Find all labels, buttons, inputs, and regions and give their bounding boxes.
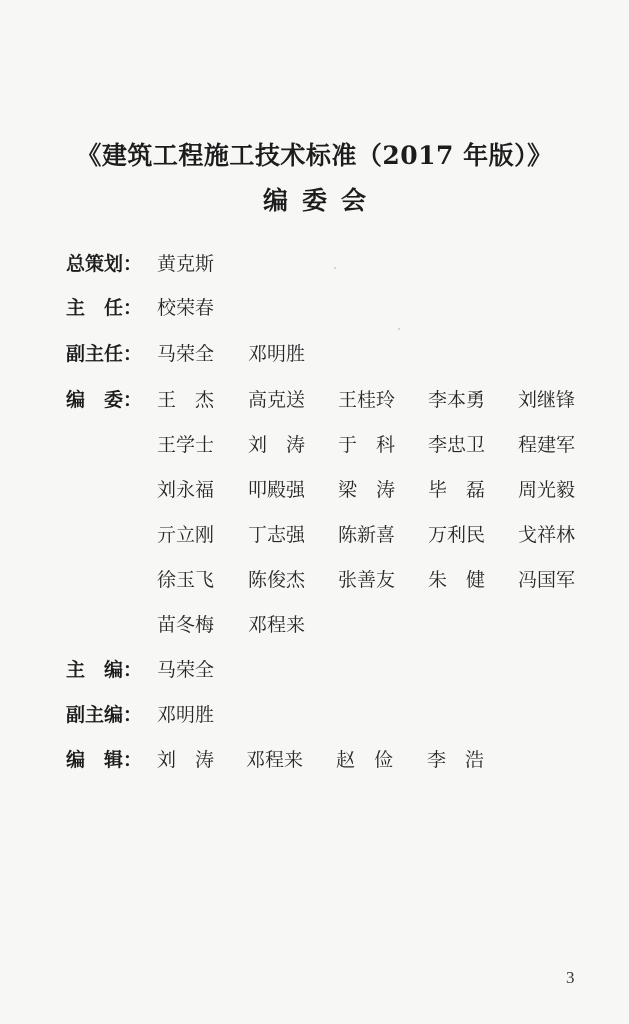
person-name: 亓立刚 [157,524,215,546]
person-name: 邓明胜 [157,704,215,726]
person-name: 刘永福 [157,479,215,501]
role-label: 主 编： [66,659,143,681]
page-number: 3 [566,968,575,987]
role-row-chief-planner [0,250,629,282]
person-name: 邓明胜 [248,343,306,365]
committee-names-row [0,521,629,553]
person-name: 张善友 [338,569,396,591]
person-name: 丁志强 [248,524,306,546]
document-title: 《建筑工程施工技术标准（2017 年版）》 [76,141,553,170]
person-name: 毕 磊 [428,479,486,501]
person-name: 马荣全 [157,343,215,365]
role-label: 编 委： [66,389,143,411]
person-name: 叩殿强 [248,479,306,501]
person-name: 苗冬梅 [157,614,215,636]
person-name: 刘 涛 [248,434,306,456]
committee-names-row [0,431,629,463]
person-name: 陈新喜 [338,524,396,546]
person-name: 赵 俭 [336,749,394,771]
person-name: 朱 健 [428,569,486,591]
person-name: 邓程来 [246,749,304,771]
person-name: 黄克斯 [157,253,215,275]
person-name: 王学士 [157,434,215,456]
person-name: 程建军 [518,434,576,456]
person-name: 万利民 [428,524,486,546]
person-name: 马荣全 [157,659,215,681]
role-row-director [0,294,629,326]
person-name: 冯国军 [518,569,576,591]
person-name: 徐玉飞 [157,569,215,591]
person-name: 周光毅 [518,479,576,501]
person-name: 校荣春 [157,297,215,319]
person-name: 于 科 [338,434,396,456]
person-name: 刘继锋 [518,389,576,411]
person-name: 李 浩 [427,749,485,771]
person-name: 陈俊杰 [248,569,306,591]
person-name: 李忠卫 [428,434,486,456]
role-row-deputy-chief-editor [0,701,629,733]
person-name: 刘 涛 [157,749,215,771]
committee-names-row [0,611,629,643]
person-name: 李本勇 [428,389,486,411]
role-row-chief-editor [0,656,629,688]
scan-speck [334,267,336,269]
person-name: 邓程来 [248,614,306,636]
person-name: 戈祥林 [518,524,576,546]
person-name: 梁 涛 [338,479,396,501]
role-label: 编 辑： [66,749,143,771]
person-name: 高克送 [248,389,306,411]
role-row-editors [0,746,629,778]
committee-names-row [0,476,629,508]
person-name: 王桂玲 [338,389,396,411]
person-name: 王 杰 [157,389,215,411]
committee-names-row [0,566,629,598]
role-row-committee [0,386,629,418]
role-label: 主 任： [66,297,143,319]
scan-speck [398,328,400,330]
role-row-deputy-director [0,340,629,372]
role-label: 副主任： [66,343,143,365]
role-label: 总策划： [66,253,143,275]
role-label: 副主编： [66,704,143,726]
document-subtitle: 编委会 [262,186,380,215]
